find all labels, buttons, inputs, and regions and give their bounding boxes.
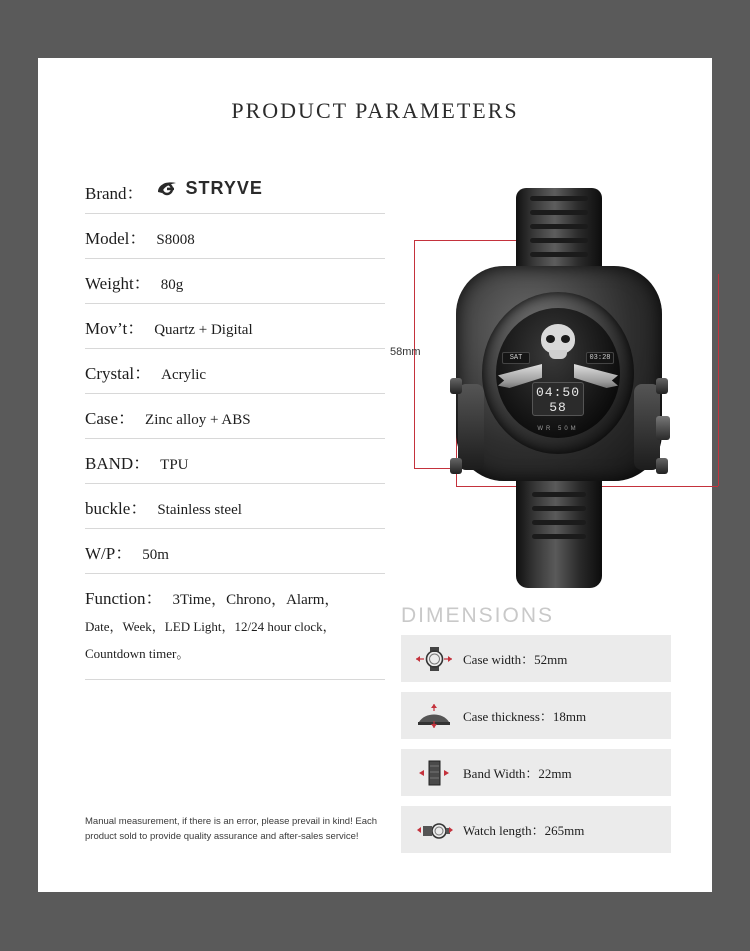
spec-row-crystal (85, 349, 385, 394)
band-width-icon (411, 756, 457, 790)
case-width-icon (411, 642, 457, 676)
watch-length-icon (411, 813, 457, 847)
spec-label-buckle: buckle： (85, 498, 148, 518)
case-thickness-icon (411, 699, 457, 733)
spec-row-movement (85, 304, 385, 349)
spec-label-model: Model： (85, 228, 147, 248)
brand-logo-text: STRYVE (185, 178, 263, 198)
dimension-row-case-thickness (401, 692, 671, 739)
spec-label-crystal: Crystal： (85, 363, 152, 383)
spec-label-waterproof: W/P： (85, 543, 133, 563)
spec-label-brand: Brand： (85, 183, 144, 203)
spec-value-buckle: Stainless steel (157, 501, 242, 518)
function-line-3: Countdown timer。 (85, 645, 190, 661)
measurement-disclaimer: Manual measurement, if there is an error, please prevail in kind! Each product sold to provide quality assurance and after-sales service! (85, 816, 378, 842)
watch-pusher-left-bottom (450, 458, 462, 474)
watch-pusher-right-bottom (656, 458, 668, 474)
spec-card (38, 58, 712, 892)
dial-subdisplay-day: SAT (502, 352, 530, 364)
spec-row-waterproof (85, 529, 385, 574)
spec-label-band: BAND： (85, 453, 151, 473)
spec-row-case (85, 394, 385, 439)
spec-value-movement: Quartz + Digital (154, 321, 253, 338)
bottom-margin-bar (0, 922, 750, 951)
spec-row-function (85, 574, 385, 680)
watch-lug-left (458, 384, 484, 470)
dial-subdisplay-time: 03:28 (586, 352, 614, 364)
skull-jaw-icon (549, 350, 567, 359)
spec-value-case: Zinc alloy + ABS (145, 411, 251, 428)
watch-pusher-right-top (656, 378, 668, 394)
spec-label-case: Case： (85, 408, 136, 428)
spec-row-weight (85, 259, 385, 304)
function-line-2: Date，Week，LED Light，12/24 hour clock， (85, 618, 336, 634)
watch-dial (496, 308, 620, 438)
spec-row-band (85, 439, 385, 484)
spec-value-waterproof: 50m (142, 546, 169, 563)
lcd-line-2: 58 (549, 400, 567, 415)
spec-row-model (85, 214, 385, 259)
page-title: PRODUCT PARAMETERS (231, 98, 519, 123)
spec-list (85, 168, 385, 680)
lcd-line-1: 04:50 (535, 385, 580, 400)
stryve-logo-icon (156, 179, 182, 199)
watch-bezel (482, 292, 634, 454)
spec-value-model: S8008 (156, 231, 195, 248)
spec-value-band: TPU (160, 456, 189, 473)
dial-lcd-display (532, 382, 584, 416)
dimension-text-case-thickness: Case thickness：18mm (463, 709, 587, 724)
watch-pusher-left-top (450, 378, 462, 394)
dimension-row-watch-length (401, 806, 671, 853)
dial-bottom-text: WR 50M (537, 426, 579, 432)
height-label: 58mm (390, 346, 421, 358)
spec-value-crystal: Acrylic (161, 366, 207, 383)
dimension-text-case-width: Case width：52mm (463, 652, 568, 667)
spec-label-weight: Weight： (85, 273, 151, 293)
dimension-row-case-width (401, 635, 671, 682)
dimensions-list (401, 635, 671, 863)
watch-photo-area (390, 178, 698, 598)
watch-crown (656, 416, 670, 440)
spec-row-brand (85, 168, 385, 214)
width-guide-right (718, 274, 719, 486)
watch-strap-bottom (516, 476, 602, 588)
spec-value-weight: 80g (160, 276, 184, 293)
dimensions-heading: DIMENSIONS (401, 604, 555, 627)
spec-value-function: 3Time，Chrono，Alarm， (172, 591, 340, 608)
dimension-text-watch-length: Watch length：265mm (463, 823, 585, 838)
watch-product-image (450, 188, 666, 588)
spec-label-movement: Mov’t： (85, 318, 145, 338)
top-margin-bar (0, 0, 750, 29)
dimension-text-band-width: Band Width：22mm (463, 766, 572, 781)
dimension-row-band-width (401, 749, 671, 796)
spec-row-buckle (85, 484, 385, 529)
brand-logo (156, 178, 263, 199)
spec-label-function: Function： (85, 588, 163, 608)
